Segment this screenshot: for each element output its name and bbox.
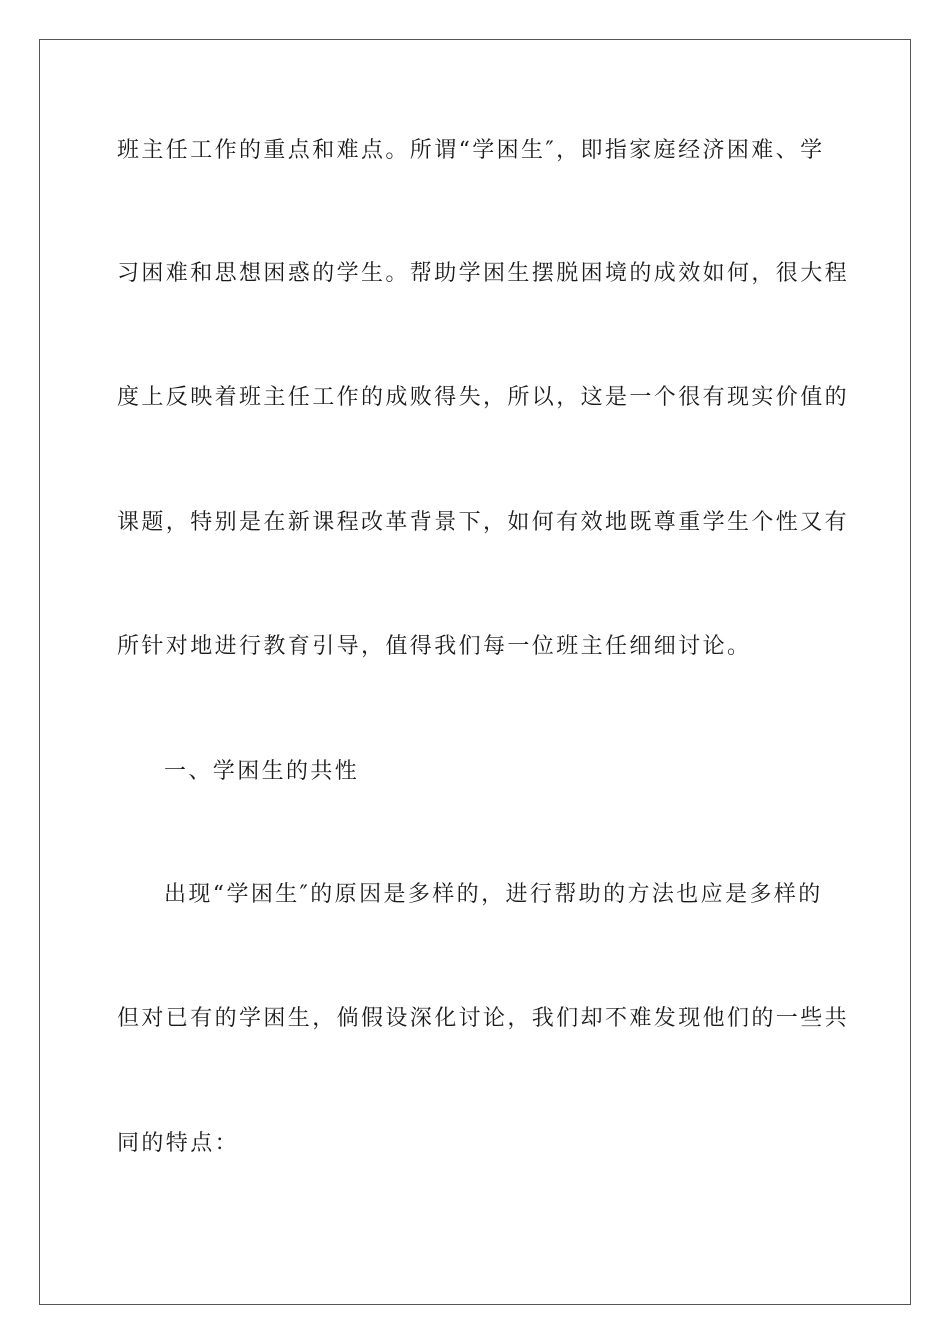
- paragraph-line: 度上反映着班主任工作的成败得失，所以，这是一个很有现实价值的: [117, 385, 850, 410]
- paragraph-line: 但对已有的学困生，倘假设深化讨论，我们却不难发现他们的一些共: [117, 1006, 850, 1031]
- paragraph-line: 出现“学困生″的原因是多样的，进行帮助的方法也应是多样的: [164, 882, 823, 907]
- paragraph-line: 同的特点：: [117, 1131, 240, 1156]
- section-heading: 一、学困生的共性: [164, 759, 360, 784]
- paragraph-line: 所针对地进行教育引导，值得我们每一位班主任细细讨论。: [117, 634, 752, 659]
- paragraph-line: 班主任工作的重点和难点。所谓“学困生″，即指家庭经济困难、学: [117, 138, 825, 163]
- paragraph-line: 课题，特别是在新课程改革背景下，如何有效地既尊重学生个性又有: [117, 510, 850, 535]
- paragraph-line: 习困难和思想困惑的学生。帮助学困生摆脱困境的成效如何，很大程: [117, 261, 850, 286]
- page-border: [39, 39, 911, 1305]
